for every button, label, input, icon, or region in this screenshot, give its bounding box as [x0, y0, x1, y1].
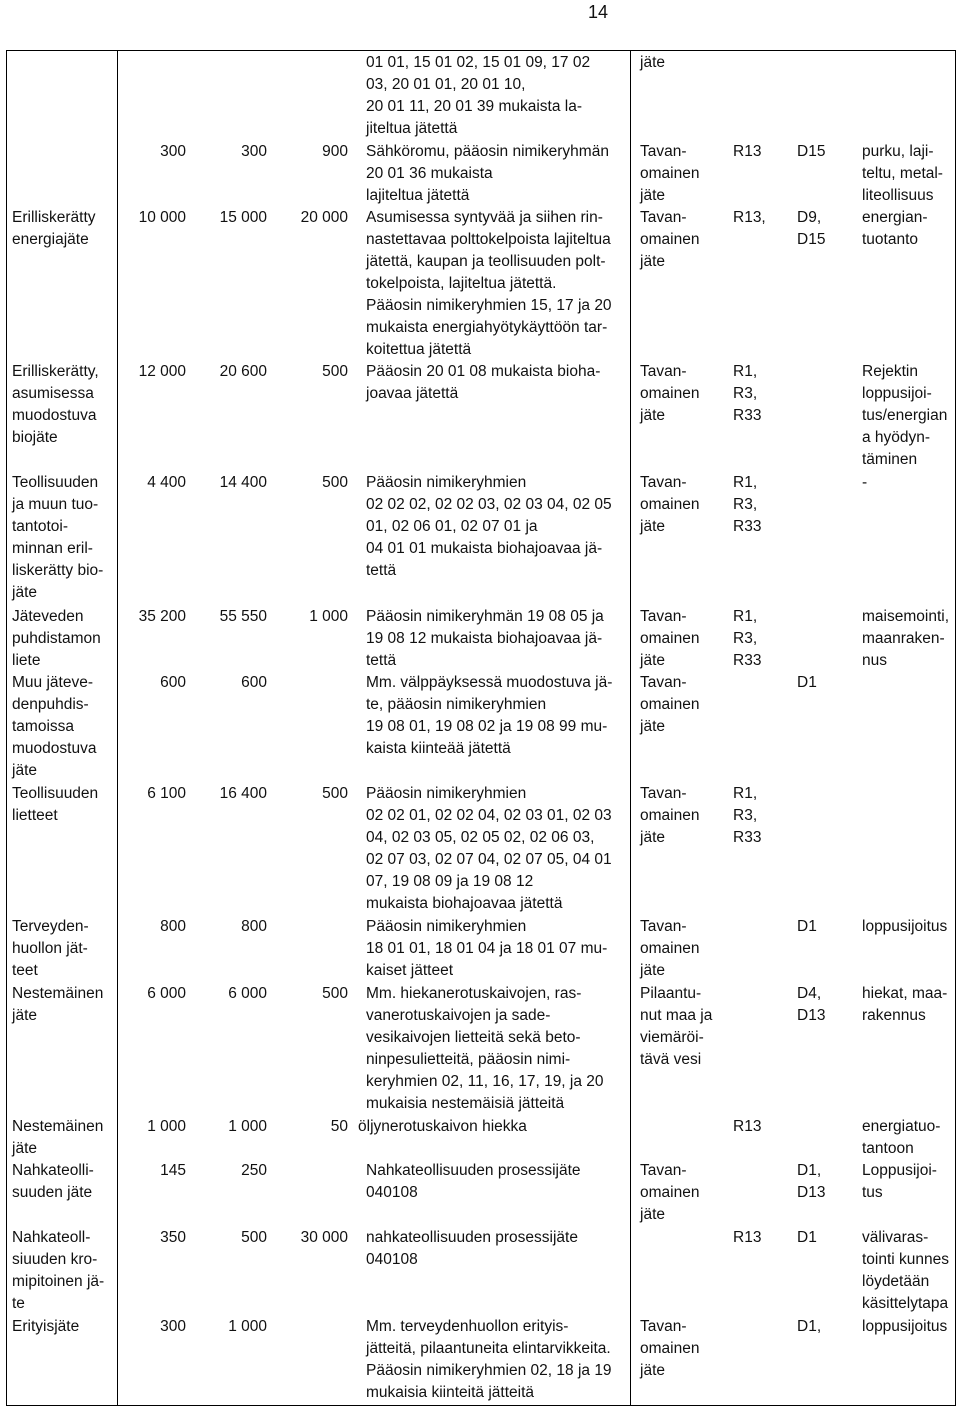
table-border	[6, 50, 956, 51]
amount-mid-cell: 55 550	[219, 608, 267, 625]
amount-min-cell: 4 400	[147, 474, 186, 491]
description-cell: Pääosin 20 01 08 mukaista bioha- joavaa jätettä	[366, 363, 601, 402]
page-number: 14	[588, 2, 609, 22]
category-cell: Erityisjäte	[12, 1318, 80, 1335]
table-border	[630, 50, 631, 1405]
amount-mid-cell: 500	[241, 1229, 267, 1246]
waste-type-cell: Tavan- omainen jäte	[640, 1318, 700, 1379]
waste-type-cell: jäte	[640, 54, 665, 71]
amount-min-cell: 145	[160, 1162, 186, 1179]
category-cell: Nahkateolli- suuden jäte	[12, 1162, 94, 1201]
amount-max-cell: 900	[322, 143, 348, 160]
category-cell: Terveyden- huollon jät- teet	[12, 918, 89, 979]
waste-type-cell: Tavan- omainen jäte	[640, 1162, 700, 1223]
amount-mid-cell: 800	[241, 918, 267, 935]
description-cell: Mm. välppäyksessä muodostuva jä- te, pääosin nimikeryhmien 19 08 01, 19 08 02 ja 19 08 99 mu- kaista kiinteää jätettä	[366, 674, 613, 757]
recovery-code-cell: R13	[733, 143, 762, 160]
amount-max-cell: 20 000	[300, 209, 348, 226]
amount-max-cell: 30 000	[300, 1229, 348, 1246]
waste-type-cell: Tavan- omainen jäte	[640, 674, 700, 735]
amount-max-cell: 50	[330, 1118, 348, 1135]
recovery-code-cell: R13	[733, 1118, 762, 1135]
amount-min-cell: 6 000	[147, 985, 186, 1002]
recovery-code-cell: R13,	[733, 209, 766, 226]
description-cell: Mm. terveydenhuollon erityis- jätteitä, pilaantuneita elintarvikkeita. Pääosin nimikeryhmien 02, 18 ja 19 mukaisia kiinteitä jätteitä	[366, 1318, 612, 1401]
amount-min-cell: 10 000	[138, 209, 186, 226]
waste-type-cell: Tavan- omainen jäte	[640, 608, 700, 669]
table-border	[117, 50, 118, 1405]
amount-max-cell: 500	[322, 474, 348, 491]
amount-min-cell: 600	[160, 674, 186, 691]
description-cell: Mm. hiekanerotuskaivojen, ras- vanerotuskaivojen ja sade- vesikaivojen lietteitä sekä beto- ninpesulietteitä, pääosin nimi- keryhmien 02, 11, 16, 17, 19, ja 20 mukaisia nestemäisiä jätteitä	[366, 985, 604, 1112]
disposal-code-cell: D1	[797, 1229, 817, 1246]
waste-type-cell: Tavan- omainen jäte	[640, 918, 700, 979]
amount-mid-cell: 15 000	[219, 209, 267, 226]
amount-min-cell: 12 000	[138, 363, 186, 380]
amount-max-cell: 500	[322, 785, 348, 802]
category-cell: Muu jäteve- denpuhdis- tamoissa muodostuva jäte	[12, 674, 97, 779]
disposal-code-cell: D1,	[797, 1318, 822, 1335]
amount-min-cell: 1 000	[147, 1118, 186, 1135]
table-border	[6, 1405, 956, 1406]
category-cell: Erilliskerätty, asumisessa muodostuva biojäte	[12, 363, 99, 446]
utilization-cell: hiekat, maa- rakennus	[862, 985, 948, 1024]
waste-type-cell: Tavan- omainen jäte	[640, 363, 700, 424]
category-cell: Teollisuuden ja muun tuo- tantotoi- minnan eril- liskerätty bio- jäte	[12, 474, 104, 601]
description-cell: Pääosin nimikeryhmien 02 02 01, 02 02 04, 02 03 01, 02 03 04, 02 03 05, 02 05 02, 02 06 03, 02 07 03, 02 07 04, 02 07 05, 04 01 07, 19 08 09 ja 19 08 12 mukaista biohajoavaa jätettä	[366, 785, 612, 912]
description-cell: Nahkateollisuuden prosessijäte 040108	[366, 1162, 581, 1201]
amount-mid-cell: 1 000	[228, 1318, 267, 1335]
utilization-cell: Loppusijoi- tus	[862, 1162, 937, 1201]
amount-mid-cell: 250	[241, 1162, 267, 1179]
waste-type-cell: Pilaantu- nut maa ja viemäröi- tävä vesi	[640, 985, 713, 1068]
utilization-cell: loppusijoitus	[862, 918, 948, 935]
waste-type-cell: Tavan- omainen jäte	[640, 474, 700, 535]
description-cell: 01 01, 15 01 02, 15 01 09, 17 02 03, 20 01 01, 20 01 10, 20 01 11, 20 01 39 mukaista la- jiteltua jätettä	[366, 54, 591, 137]
disposal-code-cell: D4, D13	[797, 985, 826, 1024]
description-cell: nahkateollisuuden prosessijäte 040108	[366, 1229, 578, 1268]
disposal-code-cell: D1, D13	[797, 1162, 826, 1201]
disposal-code-cell: D15	[797, 143, 826, 160]
description-cell: Pääosin nimikeryhmien 02 02 02, 02 02 03, 02 03 04, 02 05 01, 02 06 01, 02 07 01 ja 04 01 01 mukaista biohajoavaa jä- tettä	[366, 474, 612, 579]
utilization-cell: loppusijoitus	[862, 1318, 948, 1335]
category-cell: Nestemäinen jäte	[12, 1118, 104, 1157]
utilization-cell: välivaras- tointi kunnes löydetään käsittelytapa	[862, 1229, 950, 1312]
amount-mid-cell: 300	[241, 143, 267, 160]
amount-min-cell: 300	[160, 1318, 186, 1335]
amount-min-cell: 35 200	[138, 608, 186, 625]
description-cell: Sähköromu, pääosin nimikeryhmän 20 01 36 mukaista lajiteltua jätettä	[366, 143, 609, 204]
recovery-code-cell: R1, R3, R33	[733, 363, 762, 424]
utilization-cell: Rejektin loppusijoi- tus/energian a hyödyn- täminen	[862, 363, 948, 468]
table-border	[6, 50, 7, 1405]
amount-mid-cell: 6 000	[228, 985, 267, 1002]
amount-mid-cell: 16 400	[219, 785, 267, 802]
amount-mid-cell: 600	[241, 674, 267, 691]
category-cell: Nahkateoll- siuuden kro- mipitoinen jä- te	[12, 1229, 105, 1312]
disposal-code-cell: D1	[797, 918, 817, 935]
category-cell: Nestemäinen jäte	[12, 985, 104, 1024]
amount-mid-cell: 20 600	[219, 363, 267, 380]
disposal-code-cell: D1	[797, 674, 817, 691]
recovery-code-cell: R13	[733, 1229, 762, 1246]
recovery-code-cell: R1, R3, R33	[733, 785, 762, 846]
amount-max-cell: 500	[322, 363, 348, 380]
category-cell: Jäteveden puhdistamon liete	[12, 608, 101, 669]
utilization-cell: maisemointi, maanraken- nus	[862, 608, 949, 669]
category-cell: Teollisuuden lietteet	[12, 785, 99, 824]
disposal-code-cell: D9, D15	[797, 209, 826, 248]
amount-max-cell: 1 000	[309, 608, 348, 625]
description-cell: Asumisessa syntyvää ja siihen rin- nastettavaa polttokelpoista lajiteltua jätettä, kaupan ja teollisuuden polt- tokelpoista, lajiteltua jätettä. Pääosin nimikeryhmien 15, 17 ja 20 mukaista energiahyötykäyttöön tar- koitettua jätettä	[366, 209, 612, 358]
utilization-cell: -	[862, 474, 868, 491]
amount-mid-cell: 14 400	[219, 474, 267, 491]
utilization-cell: purku, laji- teltu, metal- liteollisuus	[862, 143, 943, 204]
amount-min-cell: 350	[160, 1229, 186, 1246]
description-cell: Pääosin nimikeryhmän 19 08 05 ja 19 08 12 mukaista biohajoavaa jä- tettä	[366, 608, 604, 669]
amount-min-cell: 300	[160, 143, 186, 160]
waste-type-cell: Tavan- omainen jäte	[640, 143, 700, 204]
recovery-code-cell: R1, R3, R33	[733, 474, 762, 535]
description-cell: Pääosin nimikeryhmien 18 01 01, 18 01 04 ja 18 01 07 mu- kaiset jätteet	[366, 918, 608, 979]
utilization-cell: energiatuo- tantoon	[862, 1118, 941, 1157]
amount-min-cell: 6 100	[147, 785, 186, 802]
recovery-code-cell: R1, R3, R33	[733, 608, 762, 669]
amount-mid-cell: 1 000	[228, 1118, 267, 1135]
waste-type-cell: Tavan- omainen jäte	[640, 209, 700, 270]
waste-type-cell: Tavan- omainen jäte	[640, 785, 700, 846]
category-cell: Erilliskerätty energiajäte	[12, 209, 96, 248]
amount-min-cell: 800	[160, 918, 186, 935]
utilization-cell: energian- tuotanto	[862, 209, 928, 248]
amount-max-cell: 500	[322, 985, 348, 1002]
description-cell: öljynerotuskaivon hiekka	[358, 1118, 527, 1135]
